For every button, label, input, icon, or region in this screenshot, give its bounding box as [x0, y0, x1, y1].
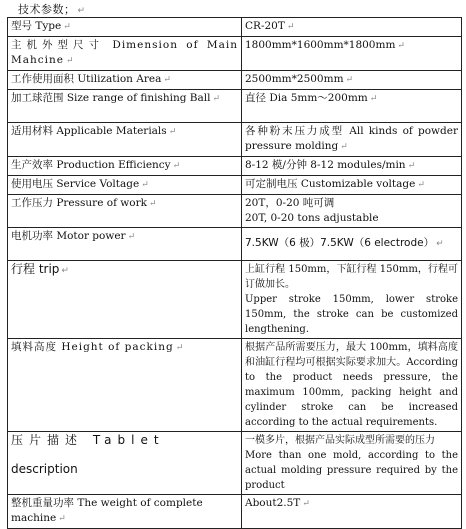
- row-value: 7.5KW（6 极）7.5KW（6 electrode） ↵: [242, 228, 462, 261]
- row-label: [8, 432, 242, 495]
- label-line: description: [11, 462, 78, 476]
- value-line: 20T, 0-20 tons adjustable: [245, 212, 379, 224]
- row-label: 使用电压 Service Voltage ↵: [8, 176, 242, 195]
- row-value: [242, 195, 462, 228]
- row-value: 8-12 模/分钟 8-12 modules/min ↵: [242, 157, 462, 176]
- row-label: 适用材料 Applicable Materials ↵: [8, 123, 242, 157]
- heading-text: 技术参数；: [18, 3, 76, 16]
- value-line: 20T，0-20 吨可调: [245, 197, 335, 209]
- row-label: 型号 Type ↵: [8, 18, 242, 37]
- table-row: [8, 432, 462, 495]
- row-value: [242, 432, 462, 495]
- value-line: 上缸行程 150mm，下缸行程 150mm，行程可订做加长。: [245, 264, 458, 290]
- row-label: 行程 trip ↵: [8, 261, 242, 339]
- table-row: [8, 495, 462, 529]
- row-value: About2.5T ↵: [242, 495, 462, 529]
- value-line: 根据产品所需要压力，最大 100mm，填料高度和油缸行程均可根据实际要求加大。According to the product needs pressure, the maximum 100mm, packing height and cylinder stroke can be increased according to the actual requirements.: [245, 342, 458, 428]
- table-row: [8, 195, 462, 228]
- row-label: 电机功率 Motor power ↵: [8, 228, 242, 261]
- row-value: 直径 Dia 5mm～200mm ↵: [242, 90, 462, 123]
- table-row: [8, 18, 462, 37]
- row-label: 主机外型尺寸 Dimension of Main Mahcine ↵: [8, 37, 242, 71]
- table-row: [8, 37, 462, 71]
- spec-table: [7, 17, 462, 529]
- row-label: 工作使用面积 Utilization Area ↵: [8, 71, 242, 90]
- table-row: [8, 90, 462, 123]
- table-row: [8, 339, 462, 432]
- row-label: 填料高度 Height of packing ↵: [8, 339, 242, 432]
- row-label: 生产效率 Production Efficiency ↵: [8, 157, 242, 176]
- row-value: CR-20T ↵: [242, 18, 462, 37]
- row-value: 可定制电压 Customizable voltage ↵: [242, 176, 462, 195]
- row-label: 整机重量功率 The weight of complete machine ↵: [8, 495, 242, 529]
- label-line: 压片描述 Tablet: [11, 433, 165, 447]
- row-value: 1800mm*1600mm*1800mm ↵: [242, 37, 462, 71]
- row-label: 加工球范围 Size range of finishing Ball ↵: [8, 90, 242, 123]
- row-value: 各种粉末压力成型 All kinds of powder pressure molding ↵: [242, 123, 462, 157]
- paragraph-mark-icon: ↵: [77, 6, 86, 16]
- table-row: [8, 71, 462, 90]
- table-row: [8, 176, 462, 195]
- table-row: [8, 157, 462, 176]
- value-line: More than one mold, according to the actual molding pressure required by the product: [245, 450, 458, 491]
- row-label: 工作压力 Pressure of work ↵: [8, 195, 242, 228]
- section-heading: [18, 1, 86, 17]
- table-row: [8, 261, 462, 339]
- table-row: [8, 123, 462, 157]
- value-line: 一模多片，根据产品实际成型所需要的压力: [245, 435, 435, 446]
- row-value: [242, 261, 462, 339]
- value-line: Upper stroke 150mm, lower stroke 150mm, the stroke can be customized lengthening.: [245, 294, 458, 335]
- table-row: [8, 228, 462, 261]
- row-value: 2500mm*2500mm ↵: [242, 71, 462, 90]
- row-value: [242, 339, 462, 432]
